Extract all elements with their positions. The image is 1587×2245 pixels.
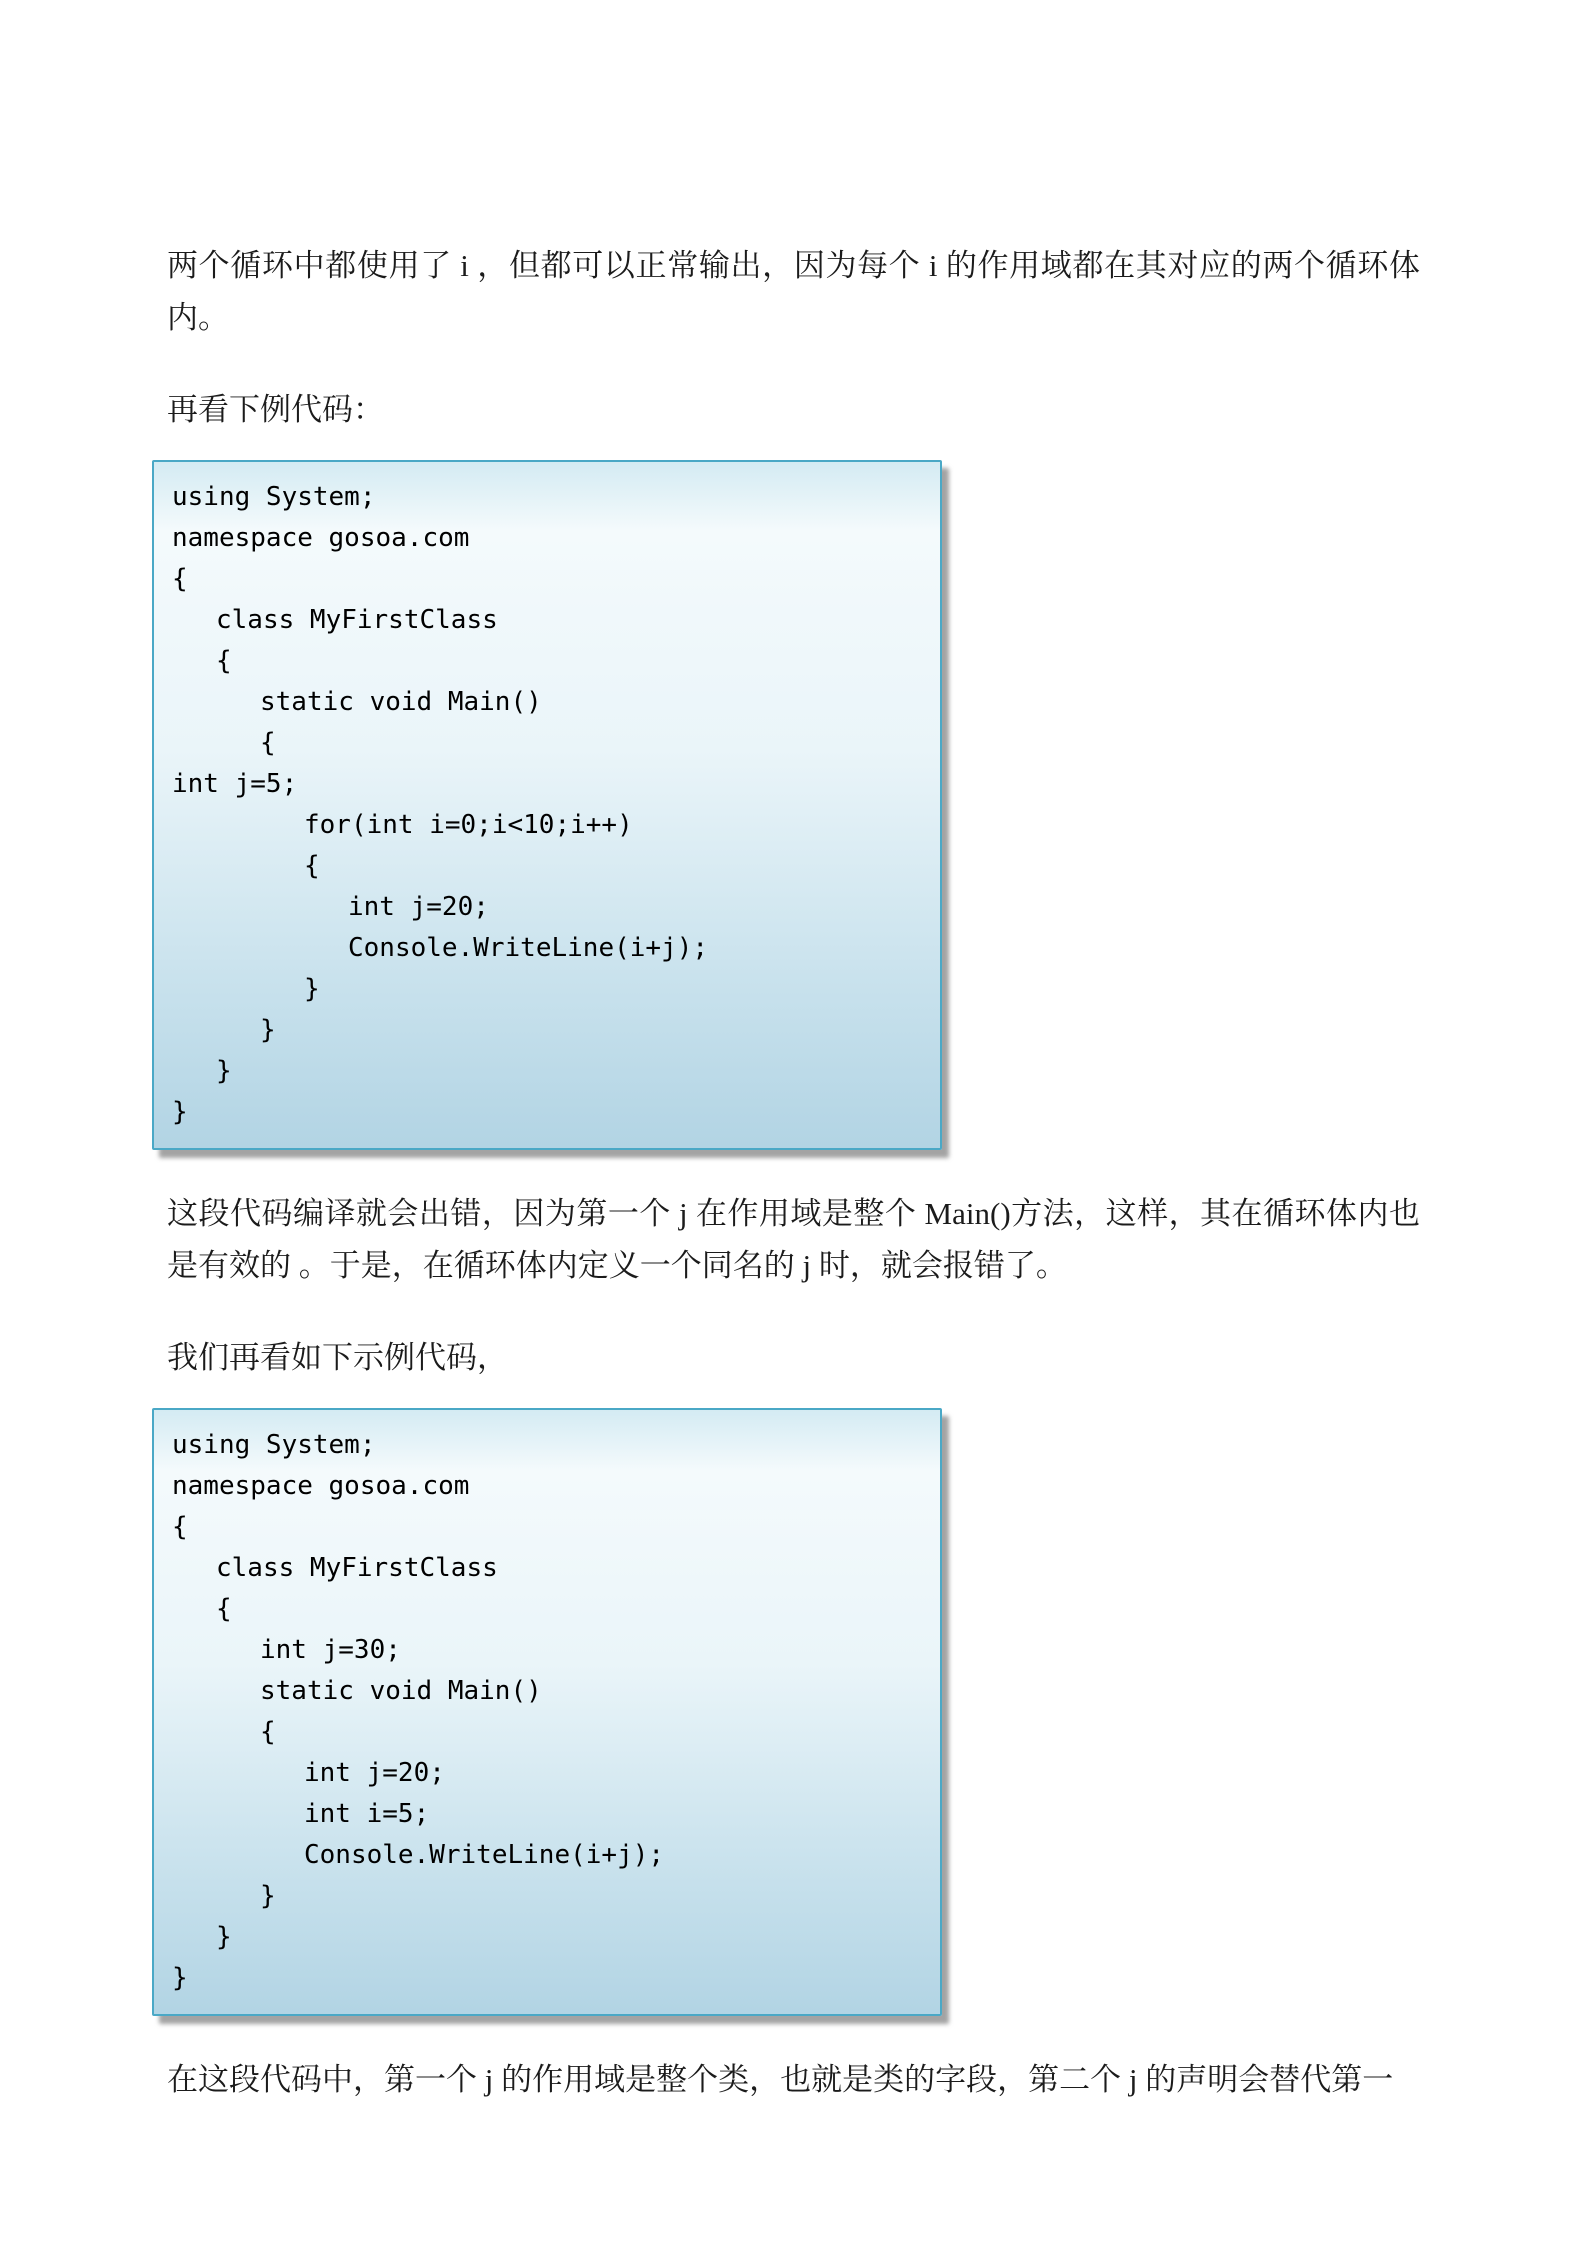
code-line: Console.WriteLine(i+j);	[304, 1840, 665, 1870]
code-line: {	[216, 1594, 232, 1624]
code-line: static void Main()	[260, 1676, 542, 1706]
code-line: int j=30;	[260, 1635, 401, 1665]
paragraph-explanation-second: 在这段代码中，第一个 j 的作用域是整个类，也就是类的字段，第二个 j 的声明会替代第一	[167, 2062, 1394, 2097]
code-line: namespace gosoa.com	[172, 1471, 470, 1501]
code-line: using System;	[172, 1430, 376, 1460]
code-line: {	[216, 646, 232, 676]
code-line: }	[260, 1015, 276, 1045]
code-line: {	[304, 851, 320, 881]
paragraph-lead-in-second: 我们再看如下示例代码，	[167, 1340, 508, 1375]
code-line: namespace gosoa.com	[172, 523, 470, 553]
code-line: class MyFirstClass	[216, 605, 498, 635]
code-line: {	[172, 564, 188, 594]
code-line: int i=5;	[304, 1799, 430, 1829]
paragraph-explanation-first: 这段代码编译就会出错，因为第一个 j 在作用域是整个 Main()方法，这样，其在循环体内也是有效的 。于是，在循环体内定义一个同名的 j 时，就会报错了。	[167, 1196, 1420, 1283]
code-line: int j=20;	[348, 892, 489, 922]
code-line: using System;	[172, 482, 376, 512]
code-line: }	[172, 1097, 188, 1127]
code-line: {	[260, 1717, 276, 1747]
code-line: class MyFirstClass	[216, 1553, 498, 1583]
paragraph-lead-in-first: 再看下例代码：	[167, 392, 384, 427]
code-line: {	[172, 1512, 188, 1542]
code-line: {	[260, 728, 276, 758]
code-block-scope-error-example	[152, 460, 942, 1150]
code-line: int j=5;	[172, 769, 298, 799]
code-line: for(int i=0;i<10;i++)	[304, 810, 633, 840]
code-line: }	[172, 1963, 188, 1993]
paragraph-intro: 两个循环中都使用了 i ，但都可以正常输出，因为每个 i 的作用域都在其对应的两个循环体内。	[167, 248, 1420, 335]
code-block-field-shadowing-example	[152, 1408, 942, 2016]
code-line: }	[304, 974, 320, 1004]
code-line: Console.WriteLine(i+j);	[348, 933, 709, 963]
code-line: }	[260, 1881, 276, 1911]
code-line: int j=20;	[304, 1758, 445, 1788]
code-line: static void Main()	[260, 687, 542, 717]
code-line: }	[216, 1056, 232, 1086]
code-line: }	[216, 1922, 232, 1952]
